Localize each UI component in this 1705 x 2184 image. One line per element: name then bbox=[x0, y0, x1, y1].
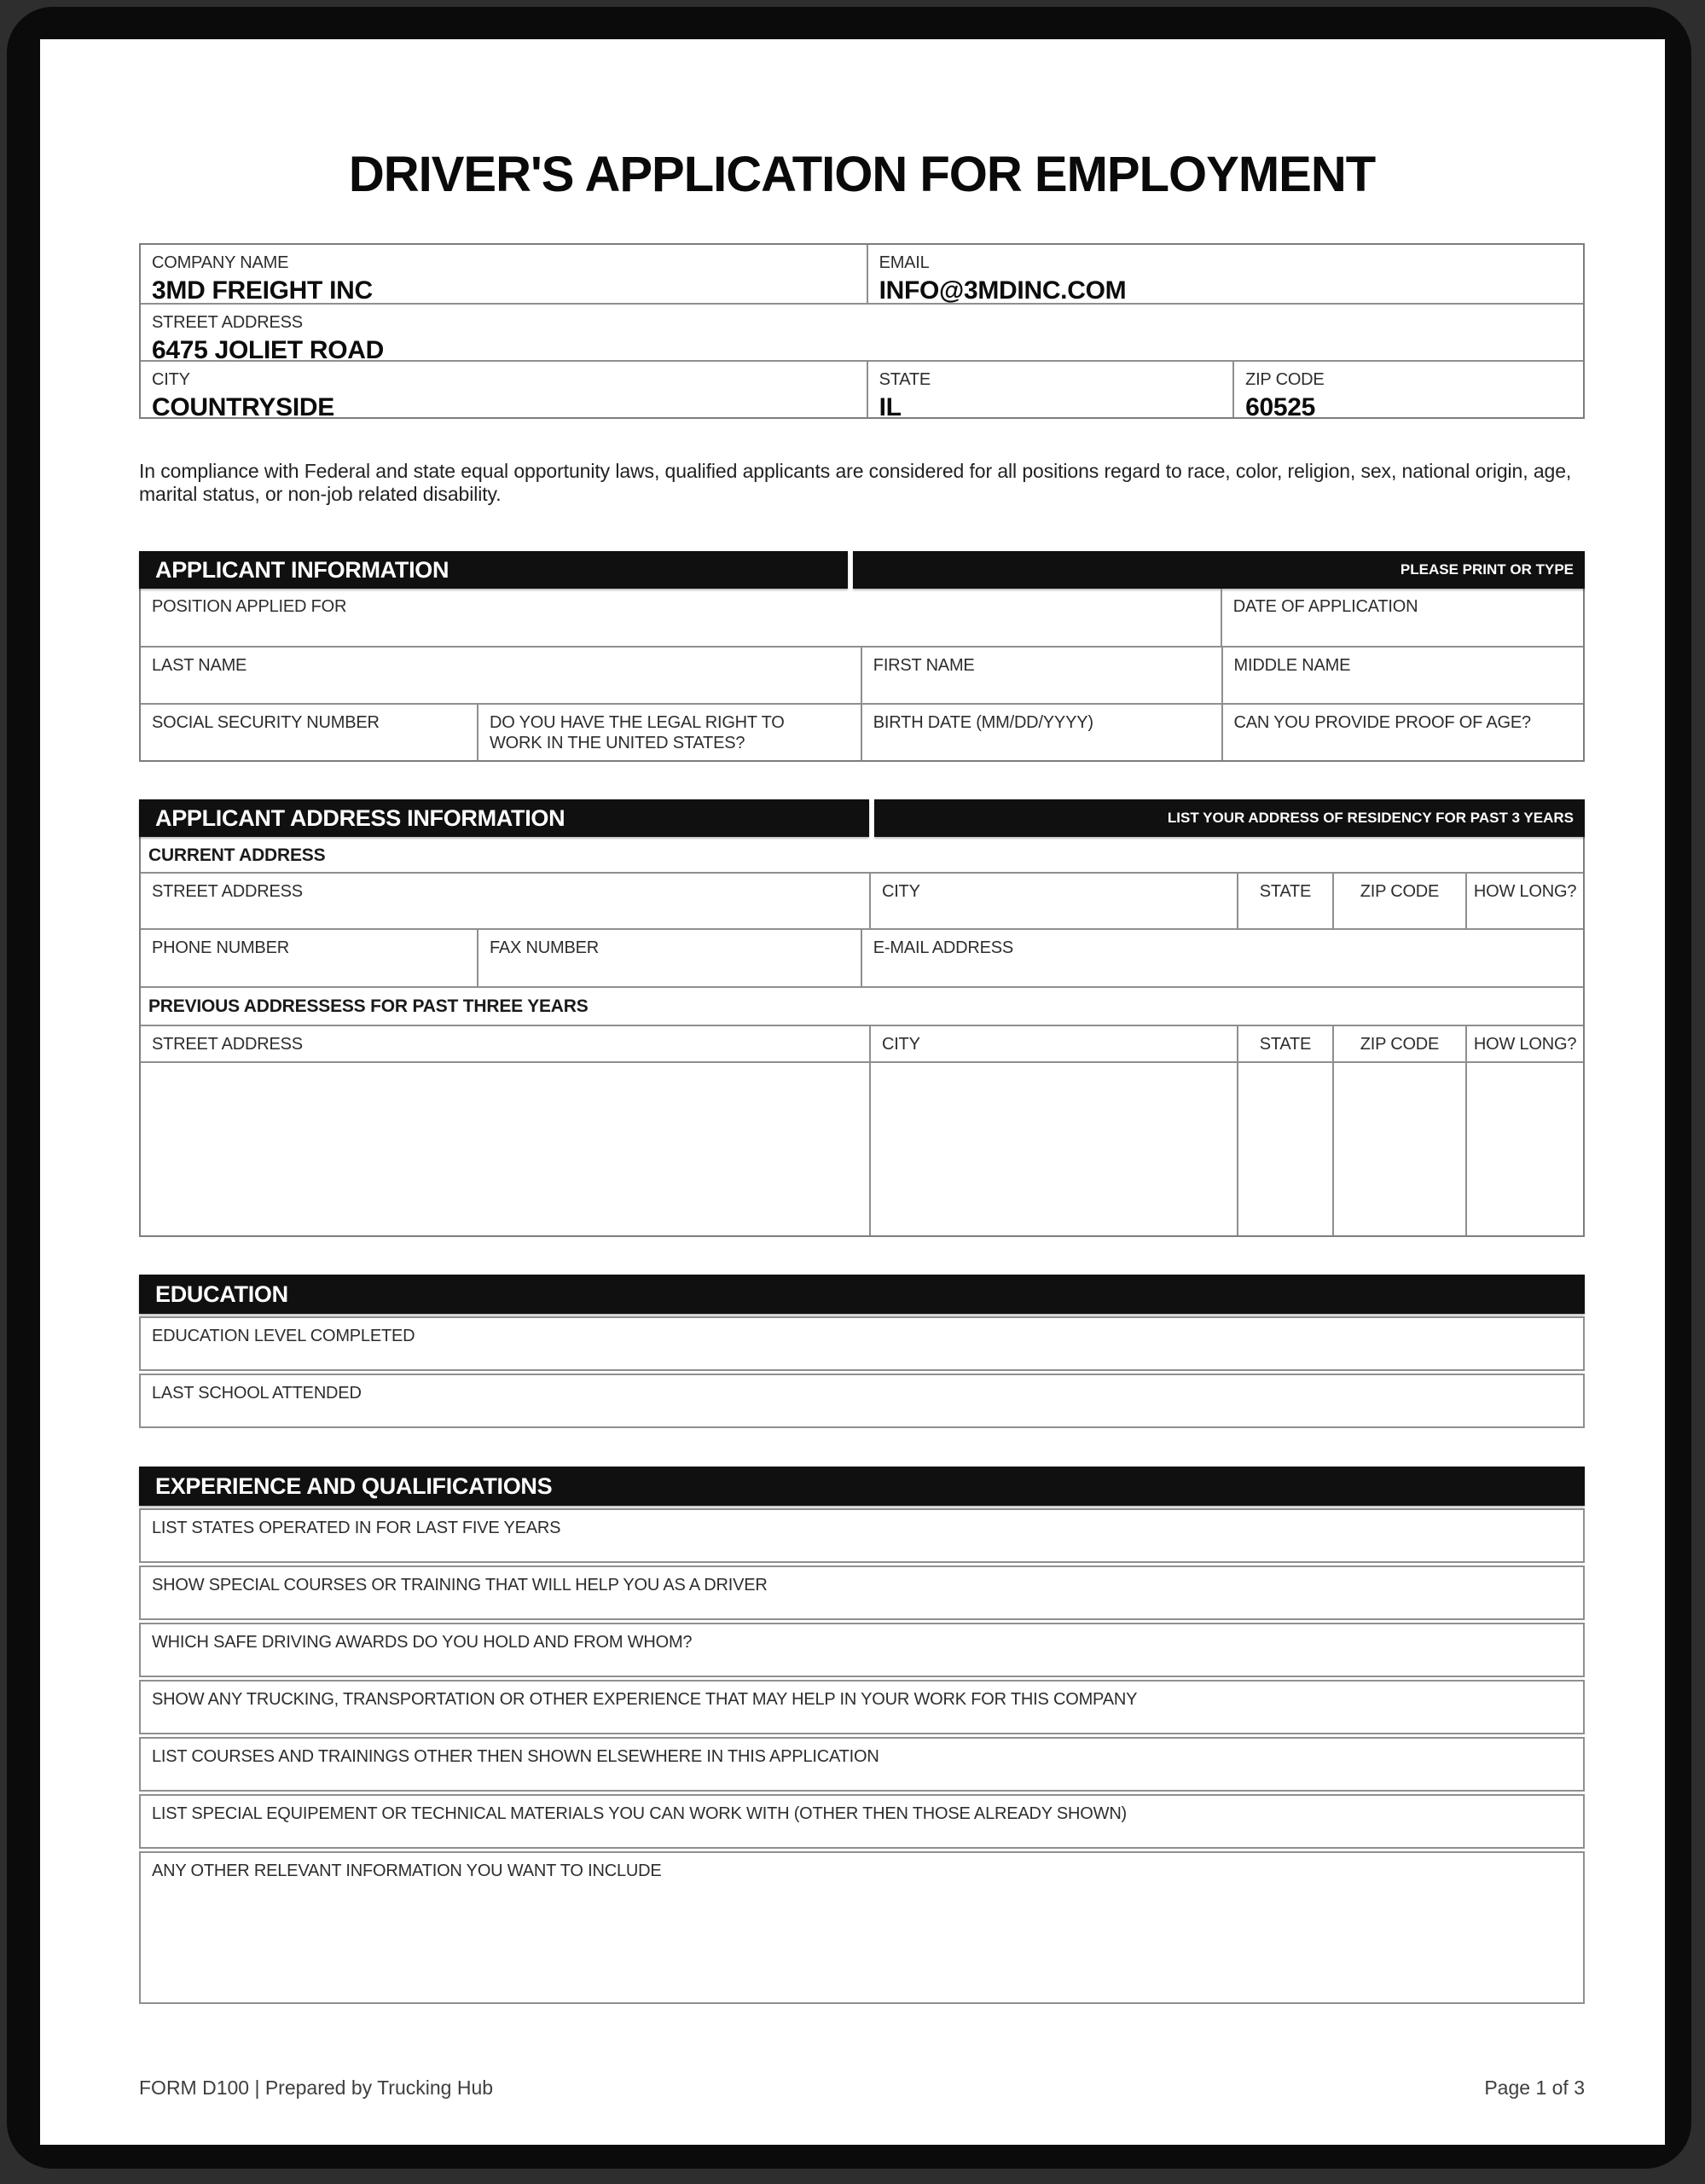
field-previous-how-long[interactable] bbox=[1465, 1063, 1583, 1235]
current-street-label: STREET ADDRESS bbox=[152, 882, 303, 901]
current-zip-label: ZIP CODE bbox=[1360, 882, 1440, 901]
company-email-cell bbox=[867, 245, 1583, 303]
field-current-how-long[interactable] bbox=[1465, 874, 1583, 928]
field-date-of-application[interactable] bbox=[1221, 589, 1583, 646]
company-email-label: EMAIL bbox=[879, 253, 930, 272]
prev-state-label-cell bbox=[1237, 1026, 1332, 1061]
education-level-label: EDUCATION LEVEL COMPLETED bbox=[152, 1327, 415, 1345]
company-state-value: IL bbox=[879, 393, 902, 417]
proof-of-age-label: CAN YOU PROVIDE PROOF OF AGE? bbox=[1233, 713, 1531, 732]
email-address-label: E-MAIL ADDRESS bbox=[873, 938, 1014, 957]
prev-how-long-label-cell bbox=[1465, 1026, 1583, 1061]
field-other-relevant-information[interactable] bbox=[139, 1851, 1585, 2004]
prev-street-label-cell bbox=[141, 1026, 869, 1061]
field-phone-number[interactable] bbox=[141, 930, 477, 986]
field-legal-right-to-work[interactable] bbox=[477, 705, 861, 760]
middle-name-label: MIDDLE NAME bbox=[1233, 656, 1351, 675]
field-social-security-number[interactable] bbox=[141, 705, 477, 760]
field-previous-city[interactable] bbox=[869, 1063, 1237, 1235]
legal-right-label: DO YOU HAVE THE LEGAL RIGHT TO WORK IN THE UNITED STATES? bbox=[490, 713, 785, 752]
prev-street-label: STREET ADDRESS bbox=[152, 1035, 303, 1054]
address-information-table bbox=[139, 837, 1585, 1237]
field-states-operated[interactable] bbox=[139, 1508, 1585, 1563]
first-name-label: FIRST NAME bbox=[873, 656, 975, 675]
applicant-information-header-right bbox=[853, 551, 1585, 589]
field-current-state[interactable] bbox=[1237, 874, 1332, 928]
company-state-label: STATE bbox=[879, 370, 931, 389]
field-trucking-experience[interactable] bbox=[139, 1680, 1585, 1734]
safe-driving-awards-label: WHICH SAFE DRIVING AWARDS DO YOU HOLD AND FROM WHOM? bbox=[152, 1633, 693, 1652]
field-middle-name[interactable] bbox=[1221, 648, 1583, 703]
field-fax-number[interactable] bbox=[477, 930, 861, 986]
field-previous-zip[interactable] bbox=[1332, 1063, 1465, 1235]
company-name-label: COMPANY NAME bbox=[152, 253, 289, 272]
field-other-courses-trainings[interactable] bbox=[139, 1737, 1585, 1792]
company-street-cell bbox=[141, 305, 1583, 360]
document-page bbox=[40, 39, 1665, 2145]
residency-note: LIST YOUR ADDRESS OF RESIDENCY FOR PAST 3 YEARS bbox=[1167, 810, 1574, 826]
last-school-label: LAST SCHOOL ATTENDED bbox=[152, 1384, 362, 1403]
page-footer bbox=[139, 2076, 1585, 2100]
previous-addresses-label: PREVIOUS ADDRESSESS FOR PAST THREE YEARS bbox=[148, 996, 589, 1016]
field-current-street-address[interactable] bbox=[141, 874, 869, 928]
page-title: DRIVER'S APPLICATION FOR EMPLOYMENT bbox=[348, 147, 1376, 202]
position-applied-for-label: POSITION APPLIED FOR bbox=[152, 597, 347, 616]
experience-header bbox=[139, 1467, 1585, 1506]
field-previous-street-address[interactable] bbox=[141, 1063, 869, 1235]
field-safe-driving-awards[interactable] bbox=[139, 1623, 1585, 1677]
previous-addresses-section bbox=[141, 988, 1583, 1025]
current-address-label: CURRENT ADDRESS bbox=[148, 845, 326, 865]
phone-number-label: PHONE NUMBER bbox=[152, 938, 289, 957]
current-how-long-label: HOW LONG? bbox=[1473, 882, 1577, 901]
other-courses-trainings-label: LIST COURSES AND TRAININGS OTHER THEN SHOWN ELSEWHERE IN THIS APPLICATION bbox=[152, 1747, 879, 1766]
company-zip-value: 60525 bbox=[1245, 393, 1315, 417]
education-title: EDUCATION bbox=[155, 1281, 288, 1307]
field-current-city[interactable] bbox=[869, 874, 1237, 928]
current-state-label: STATE bbox=[1259, 882, 1312, 901]
field-email-address[interactable] bbox=[861, 930, 1583, 986]
address-information-title: APPLICANT ADDRESS INFORMATION bbox=[155, 804, 565, 831]
applicant-information-title: APPLICANT INFORMATION bbox=[155, 556, 449, 583]
address-information-header-right bbox=[874, 799, 1585, 837]
applicant-information-header-left bbox=[139, 551, 848, 589]
address-information-header bbox=[139, 799, 1585, 837]
special-equipment-label: LIST SPECIAL EQUIPEMENT OR TECHNICAL MATERIALS YOU CAN WORK WITH (OTHER THEN THOSE ALREADY SHOWN) bbox=[152, 1804, 1128, 1823]
company-city-value: COUNTRYSIDE bbox=[152, 393, 334, 417]
company-name-value: 3MD FREIGHT INC bbox=[152, 276, 373, 303]
states-operated-label: LIST STATES OPERATED IN FOR LAST FIVE YEARS bbox=[152, 1519, 561, 1537]
field-education-level-completed[interactable] bbox=[139, 1316, 1585, 1371]
company-zip-cell bbox=[1232, 362, 1583, 417]
field-previous-state[interactable] bbox=[1237, 1063, 1332, 1235]
field-special-equipment[interactable] bbox=[139, 1794, 1585, 1849]
print-or-type-note: PLEASE PRINT OR TYPE bbox=[1400, 561, 1574, 578]
other-relevant-information-label: ANY OTHER RELEVANT INFORMATION YOU WANT TO INCLUDE bbox=[152, 1862, 662, 1880]
company-city-label: CITY bbox=[152, 370, 190, 389]
special-courses-label: SHOW SPECIAL COURSES OR TRAINING THAT WILL HELP YOU AS A DRIVER bbox=[152, 1576, 768, 1594]
field-first-name[interactable] bbox=[861, 648, 1221, 703]
footer-page-number: Page 1 of 3 bbox=[1484, 2077, 1585, 2099]
company-email-value: INFO@3MDINC.COM bbox=[879, 276, 1127, 303]
prev-zip-label-cell bbox=[1332, 1026, 1465, 1061]
field-current-zip[interactable] bbox=[1332, 874, 1465, 928]
prev-city-label: CITY bbox=[881, 1035, 920, 1054]
company-zip-label: ZIP CODE bbox=[1245, 370, 1325, 389]
ssn-label: SOCIAL SECURITY NUMBER bbox=[152, 713, 380, 732]
company-street-value: 6475 JOLIET ROAD bbox=[152, 336, 384, 360]
footer-form-id: FORM D100 | Prepared by Trucking Hub bbox=[139, 2077, 494, 2099]
education-header-bar bbox=[139, 1275, 1585, 1314]
company-street-label: STREET ADDRESS bbox=[152, 313, 303, 332]
field-proof-of-age[interactable] bbox=[1221, 705, 1583, 760]
page-content bbox=[139, 146, 1585, 2100]
prev-city-label-cell bbox=[869, 1026, 1237, 1061]
applicant-information-header bbox=[139, 551, 1585, 589]
field-position-applied-for[interactable] bbox=[141, 589, 1221, 646]
field-last-school-attended[interactable] bbox=[139, 1374, 1585, 1428]
field-special-courses[interactable] bbox=[139, 1565, 1585, 1620]
equal-opportunity-notice: In compliance with Federal and state equal opportunity laws, qualified applicants are considered for all positions regard to race, color, religion, sex, national origin, age, marital status, or non-job related disability. bbox=[139, 460, 1572, 505]
education-header bbox=[139, 1275, 1585, 1314]
fax-number-label: FAX NUMBER bbox=[490, 938, 600, 957]
prev-how-long-label: HOW LONG? bbox=[1473, 1035, 1577, 1054]
last-name-label: LAST NAME bbox=[152, 656, 247, 675]
company-info-table bbox=[139, 243, 1585, 419]
prev-zip-label: ZIP CODE bbox=[1360, 1035, 1440, 1054]
current-city-label: CITY bbox=[881, 882, 920, 901]
company-state-cell bbox=[867, 362, 1233, 417]
company-city-cell bbox=[141, 362, 867, 417]
field-birth-date[interactable] bbox=[861, 705, 1221, 760]
date-of-application-label: DATE OF APPLICATION bbox=[1232, 597, 1418, 616]
current-address-section bbox=[141, 837, 1583, 872]
field-last-name[interactable] bbox=[141, 648, 861, 703]
company-name-cell bbox=[141, 245, 867, 303]
experience-header-bar bbox=[139, 1467, 1585, 1506]
address-information-header-left bbox=[139, 799, 869, 837]
birth-date-label: BIRTH DATE (MM/DD/YYYY) bbox=[873, 713, 1093, 732]
applicant-information-table bbox=[139, 589, 1585, 762]
prev-state-label: STATE bbox=[1259, 1035, 1312, 1054]
trucking-experience-label: SHOW ANY TRUCKING, TRANSPORTATION OR OTHER EXPERIENCE THAT MAY HELP IN YOUR WORK FOR THIS COMPANY bbox=[152, 1690, 1138, 1709]
experience-title: EXPERIENCE AND QUALIFICATIONS bbox=[155, 1472, 553, 1499]
